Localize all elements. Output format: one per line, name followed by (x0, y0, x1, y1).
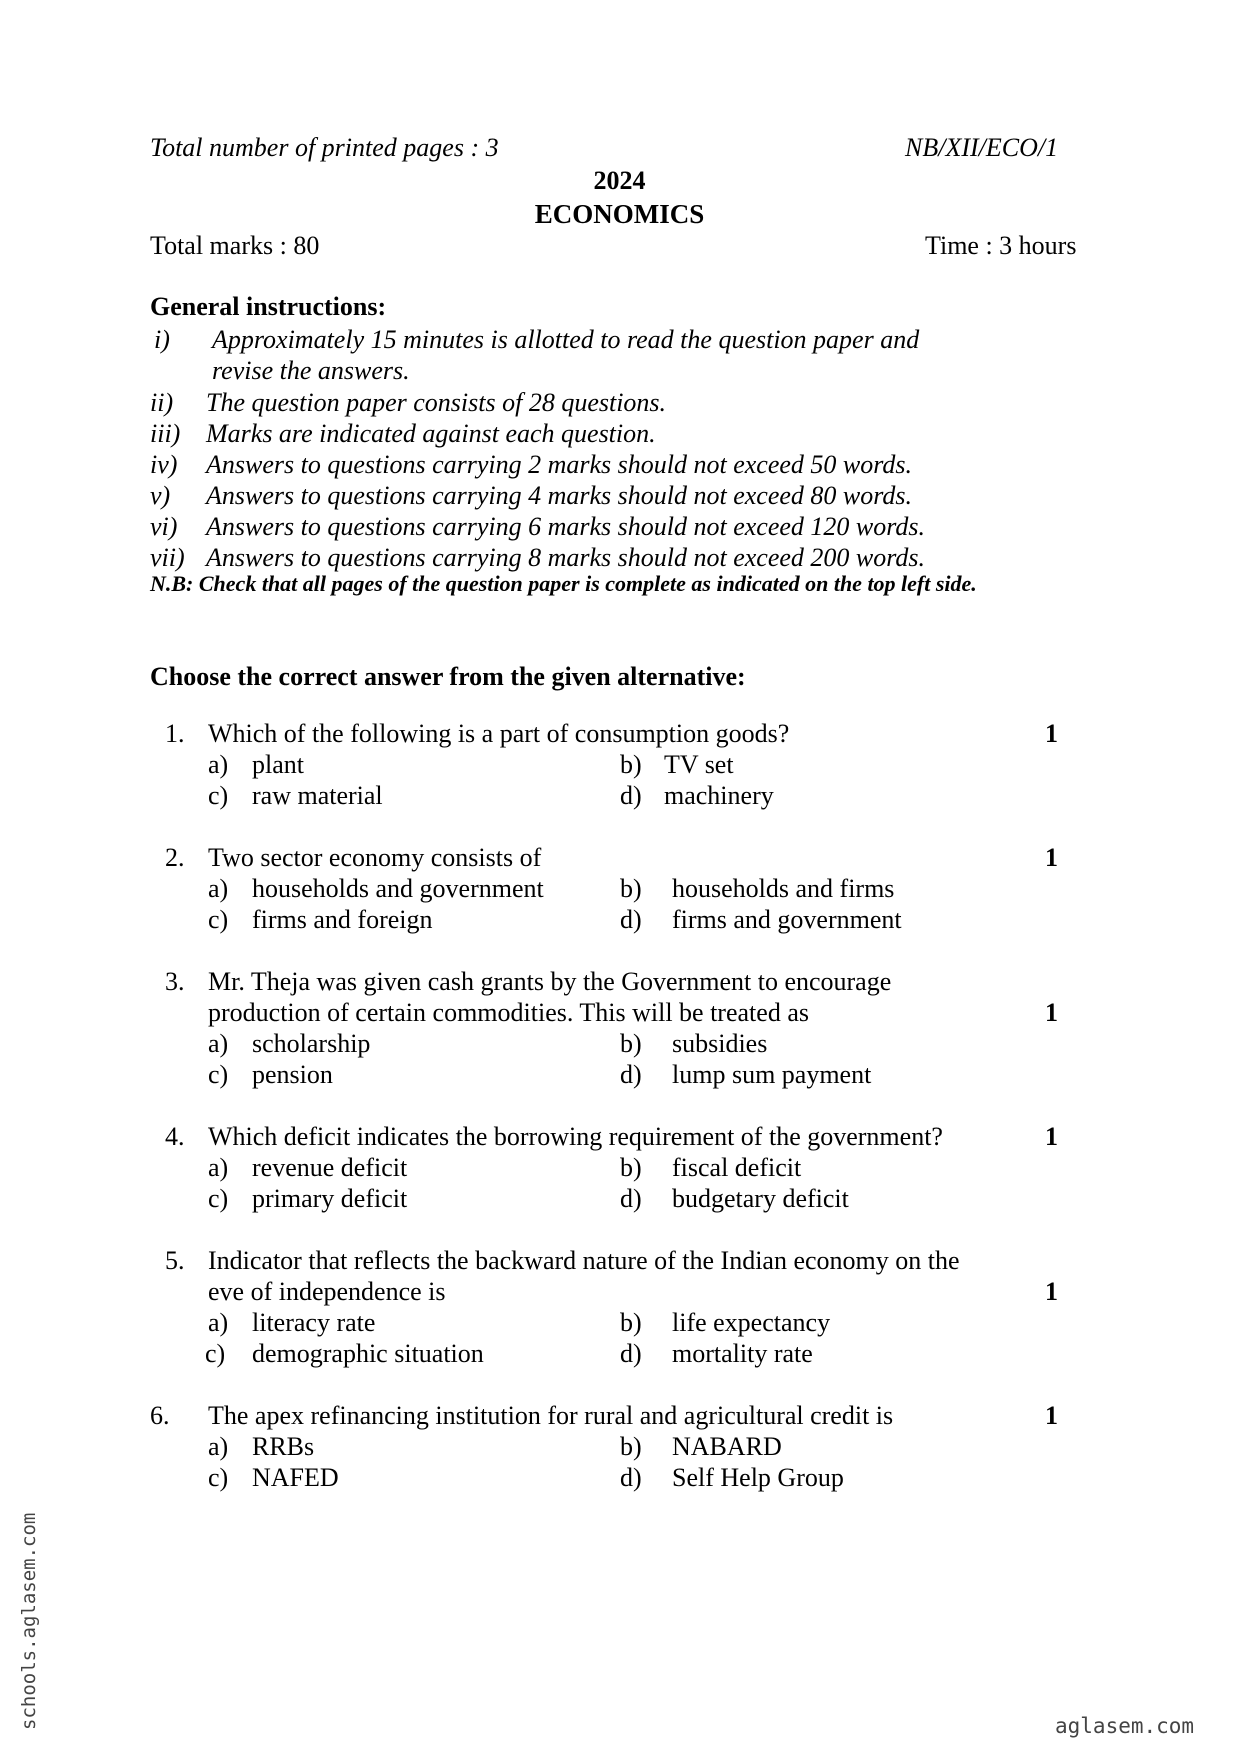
option-text: TV set (664, 750, 734, 779)
question-text: Two sector economy consists of (208, 843, 542, 872)
option-label: c) (205, 1339, 226, 1368)
option-text: lump sum payment (672, 1060, 872, 1089)
instruction-number: iv) (150, 450, 178, 479)
option-label: a) (208, 874, 229, 903)
exam-year: 2024 (593, 166, 646, 195)
option-label: b) (620, 874, 642, 903)
instruction-text: Answers to questions carrying 8 marks should not exceed 200 words. (206, 543, 926, 572)
nb-note: N.B: Check that all pages of the question paper is complete as indicated on the top left side. (150, 571, 977, 596)
subject-title: ECONOMICS (534, 199, 705, 229)
instruction-number: i) (154, 325, 170, 354)
instruction-text: Approximately 15 minutes is allotted to read the question paper and (212, 325, 920, 354)
instruction-number: v) (150, 481, 171, 510)
option-text: literacy rate (252, 1308, 376, 1337)
question-marks: 1 (1045, 719, 1058, 748)
option-text: firms and foreign (252, 905, 433, 934)
instruction-text: Answers to questions carrying 2 marks should not exceed 50 words. (206, 450, 913, 479)
section-title: Choose the correct answer from the given alternative: (150, 662, 746, 691)
footer-watermark: aglasem.com (1055, 1714, 1195, 1738)
question-marks: 1 (1045, 1122, 1058, 1151)
question-text: eve of independence is (208, 1277, 446, 1306)
option-text: NABARD (672, 1432, 782, 1461)
option-text: raw material (252, 781, 383, 810)
option-label: c) (208, 1060, 229, 1089)
question-text: Which of the following is a part of consumption goods? (208, 719, 790, 748)
instruction-text: The question paper consists of 28 questions. (206, 388, 667, 417)
option-label: c) (208, 905, 229, 934)
option-label: a) (208, 1153, 229, 1182)
option-text: fiscal deficit (672, 1153, 802, 1182)
option-label: c) (208, 781, 229, 810)
option-text: subsidies (672, 1029, 768, 1058)
option-text: firms and government (672, 905, 902, 934)
instruction-number: iii) (150, 419, 181, 448)
option-label: b) (620, 750, 642, 779)
question-marks: 1 (1045, 998, 1058, 1027)
option-label: a) (208, 1029, 229, 1058)
option-label: d) (620, 1184, 642, 1213)
instruction-text: Answers to questions carrying 4 marks should not exceed 80 words. (206, 481, 913, 510)
option-text: Self Help Group (672, 1463, 844, 1492)
option-label: d) (620, 1339, 642, 1368)
option-text: households and firms (672, 874, 895, 903)
option-text: primary deficit (252, 1184, 408, 1213)
question-number: 5. (165, 1246, 185, 1275)
option-label: c) (208, 1184, 229, 1213)
option-label: c) (208, 1463, 229, 1492)
option-text: budgetary deficit (672, 1184, 849, 1213)
time-allowed: Time : 3 hours (925, 231, 1077, 260)
question-number: 4. (165, 1122, 185, 1151)
option-label: b) (620, 1432, 642, 1461)
paper-code: NB/XII/ECO/1 (905, 133, 1059, 162)
option-text: households and government (252, 874, 544, 903)
question-marks: 1 (1045, 1401, 1058, 1430)
option-text: pension (252, 1060, 333, 1089)
printed-pages-note: Total number of printed pages : 3 (150, 133, 499, 162)
question-text: Mr. Theja was given cash grants by the Government to encourage (208, 967, 892, 996)
option-label: d) (620, 1463, 642, 1492)
instruction-text: Answers to questions carrying 6 marks should not exceed 120 words. (206, 512, 926, 541)
option-text: RRBs (252, 1432, 315, 1461)
option-text: life expectancy (672, 1308, 831, 1337)
option-text: plant (252, 750, 304, 779)
option-label: a) (208, 1432, 229, 1461)
instruction-number: ii) (150, 388, 174, 417)
instruction-text: revise the answers. (212, 356, 410, 385)
option-label: b) (620, 1153, 642, 1182)
question-text: production of certain commodities. This will be treated as (208, 998, 809, 1027)
option-text: machinery (664, 781, 774, 810)
option-text: revenue deficit (252, 1153, 408, 1182)
question-number: 2. (165, 843, 185, 872)
option-label: d) (620, 781, 642, 810)
question-marks: 1 (1045, 843, 1058, 872)
side-watermark: schools.aglasem.com (18, 1512, 40, 1730)
instruction-number: vi) (150, 512, 178, 541)
option-label: a) (208, 750, 229, 779)
option-text: scholarship (252, 1029, 371, 1058)
question-text: The apex refinancing institution for rural and agricultural credit is (208, 1401, 894, 1430)
question-number: 1. (165, 719, 185, 748)
option-text: demographic situation (252, 1339, 484, 1368)
option-label: a) (208, 1308, 229, 1337)
option-label: d) (620, 1060, 642, 1089)
option-text: NAFED (252, 1463, 339, 1492)
question-marks: 1 (1045, 1277, 1058, 1306)
question-text: Which deficit indicates the borrowing requirement of the government? (208, 1122, 943, 1151)
instruction-number: vii) (150, 543, 185, 572)
option-label: b) (620, 1029, 642, 1058)
question-number: 3. (165, 967, 185, 996)
question-text: Indicator that reflects the backward nature of the Indian economy on the (208, 1246, 960, 1275)
question-number: 6. (150, 1401, 170, 1430)
total-marks: Total marks : 80 (150, 231, 320, 260)
instruction-text: Marks are indicated against each question. (206, 419, 656, 448)
option-label: b) (620, 1308, 642, 1337)
instructions-title: General instructions: (150, 292, 387, 321)
option-label: d) (620, 905, 642, 934)
option-text: mortality rate (672, 1339, 813, 1368)
